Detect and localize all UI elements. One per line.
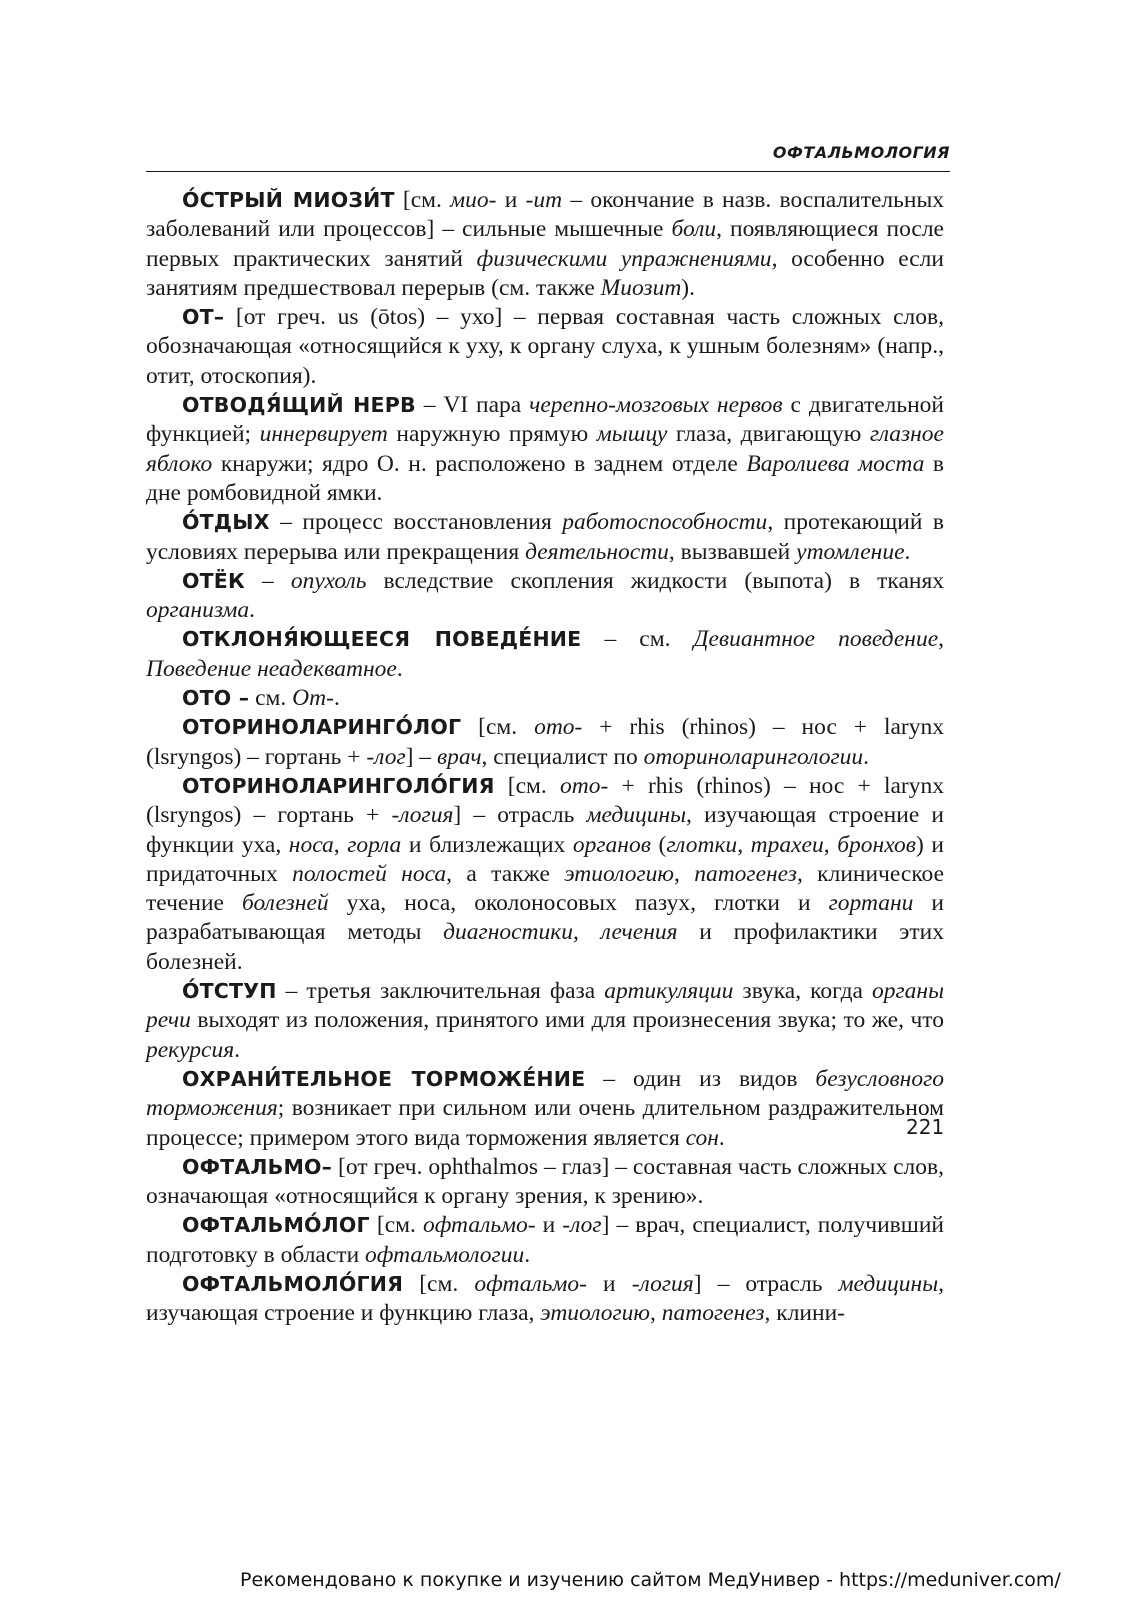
dictionary-entry [146, 1065, 944, 1153]
cross-reference-term: боли [671, 216, 717, 243]
definition-text: , [737, 831, 751, 858]
definition-text: [см. [403, 1270, 475, 1297]
definition-text: , [650, 1300, 662, 1327]
cross-reference-term: черепно-мозговых нервов [529, 392, 783, 419]
definition-text: . [396, 655, 403, 682]
cross-reference-term: этиологию [564, 860, 674, 887]
definition-text: , изучающая строение и функцию глаза, [146, 1270, 944, 1327]
definition-text: [см. [461, 714, 535, 741]
dictionary-entry [146, 1153, 944, 1212]
definition-text: ( [650, 831, 667, 858]
entry-term: О́СТРЫЙ МИОЗИ́Т [182, 188, 395, 212]
definition-text: ; возникает при сильном или очень длительном раздражительном процессе; примером этого вида торможения является [146, 1095, 944, 1151]
cross-reference-term: физическими упражнениями [476, 245, 772, 272]
cross-reference-term: патогенез [661, 1300, 765, 1327]
cross-reference-term: работоспособности [562, 509, 768, 536]
definition-text: [см. [394, 187, 451, 213]
footer-note: Рекомендовано к покупке и изучению сайтом МедУнивер - https://meduniver.com/ [240, 1569, 1061, 1591]
entry-term: ОТ– [182, 305, 225, 330]
definition-text: с двигательной функцией; [146, 392, 944, 448]
cross-reference-term: гортани [828, 890, 914, 917]
cross-reference-term: артикуляции [604, 978, 734, 1005]
cross-reference-term: ото [560, 772, 601, 799]
definition-text: – третья заключительная фаза [276, 978, 605, 1005]
cross-reference-term: глазное яблоко [146, 421, 944, 477]
cross-reference-term: медицины [838, 1270, 939, 1297]
definition-text: кнаружи; ядро О. н. расположено в заднем отделе [212, 450, 747, 477]
dictionary-entry [146, 977, 944, 1065]
cross-reference-term: органы речи [146, 978, 944, 1034]
dictionary-entry [146, 508, 944, 567]
cross-reference-term: рекурсия [146, 1036, 235, 1063]
definition-text: наружную прямую [387, 421, 597, 448]
definition-text: , [673, 860, 695, 887]
entry-term: ОТОРИНОЛАРИНГОЛО́ГИЯ [182, 773, 495, 798]
cross-reference-term: -логия [631, 1270, 694, 1297]
definition-text: - + rhis (rhinos) – нос + larynx (lsryngos) – гортань + [146, 714, 944, 770]
definition-text: ] – [405, 743, 437, 770]
cross-reference-term: лечения [600, 919, 678, 946]
cross-reference-term: -логия [391, 802, 454, 829]
cross-reference-term: патогенез [694, 860, 797, 887]
definition-text: – см. [581, 626, 694, 653]
definition-text: ] – отрасль [453, 802, 587, 829]
dictionary-entry [146, 684, 944, 713]
dictionary-entry [146, 303, 944, 391]
cross-reference-term: Девиантное поведение [693, 626, 939, 653]
definition-text: уха, носа, околоносовых пазух, глотки и [328, 890, 829, 917]
definition-text: [от греч. ophthalmos – глаз] – составная часть сложных слов, означающая «относящийся к органу зрения, к зрению». [146, 1153, 944, 1210]
definition-text: см. [249, 685, 293, 712]
definition-text: , [333, 831, 348, 858]
cross-reference-term: полостей носа [292, 860, 447, 887]
definition-text: ] – врач, специалист, получивший подготовку в области [146, 1212, 944, 1268]
cross-reference-term: горла [347, 831, 402, 858]
cross-reference-term: организма [146, 597, 250, 624]
cross-reference-term: безусловного торможения [146, 1065, 945, 1122]
definition-text: звука, когда [733, 978, 872, 1005]
definition-text: . [524, 1241, 531, 1268]
definition-text: - и [488, 187, 526, 213]
definition-text: , [823, 831, 838, 858]
cross-reference-term: Поведение неадекватное [146, 655, 397, 682]
entry-term: ОТВОДЯ́ЩИЙ НЕРВ [182, 393, 416, 418]
page-number: 221 [906, 1115, 945, 1139]
cross-reference-term: -ит [525, 187, 563, 213]
definition-text: и разрабатывающая методы [146, 890, 945, 946]
entry-term: ОФТАЛЬМОЛО́ГИЯ [182, 1271, 404, 1296]
cross-reference-term: этиологию [540, 1300, 650, 1327]
entry-term: ОТОРИНОЛАРИНГО́ЛОГ [182, 715, 462, 740]
dictionary-entry [146, 1270, 944, 1329]
cross-reference-term: ото [534, 714, 575, 741]
cross-reference-term: бронхов [837, 831, 916, 858]
cross-reference-term: Миозит [600, 274, 682, 301]
cross-reference-term: -лог [366, 743, 406, 770]
definition-text: ] – отрасль [693, 1270, 839, 1297]
cross-reference-term: -лог [562, 1212, 602, 1239]
cross-reference-term: трахеи [750, 831, 824, 858]
definition-text: , появляющиеся после первых практических занятий [146, 216, 944, 272]
dictionary-entry [146, 625, 944, 684]
definition-text: - и [527, 1212, 563, 1239]
definition-text: вследствие скопления жидкости (выпота) в тканях [366, 567, 945, 594]
cross-reference-term: офтальмо [474, 1270, 580, 1297]
cross-reference-term: сон [685, 1124, 719, 1151]
definition-text: , специалист по [481, 743, 644, 770]
definition-text: , особенно если занятиям предшествовал перерыв (см. также [146, 245, 944, 301]
definition-text: , протекающий в условиях перерыва или прекращения [146, 509, 944, 565]
definition-text: [см. [369, 1212, 423, 1239]
definition-text: . [333, 685, 340, 712]
cross-reference-term: врач [436, 743, 482, 770]
definition-text: – окончание в назв. воспалительных заболеваний или процессов] – сильные мышечные [146, 187, 944, 243]
definition-text: – один из видов [585, 1065, 816, 1092]
cross-reference-term: иннервирует [259, 421, 388, 448]
definition-text: – процесс восстановления [269, 509, 563, 536]
definition-text: ). [681, 274, 695, 301]
dictionary-entry [146, 391, 944, 508]
entry-term: ОФТАЛЬМО– [182, 1154, 333, 1179]
definition-text: в дне ромбовидной ямки. [146, 450, 944, 506]
definition-text: . [863, 743, 870, 770]
definition-text: . [904, 538, 911, 565]
definition-text: , клини- [764, 1300, 845, 1327]
cross-reference-term: мышцу [596, 421, 668, 448]
definition-text: [от греч. us (ōtos) – ухо] – первая составная часть сложных слов, обозначающая «относящийся к уху, к органу слуха, к ушным болезням» (напр., отит, отоскопия). [146, 304, 944, 389]
definition-text: - и [579, 1270, 632, 1297]
definition-text: и профилактики этих болезней. [146, 919, 944, 975]
definition-text: , изучающая строение и функции уха, [146, 802, 944, 858]
header-rule [146, 143, 950, 172]
dictionary-entry [146, 1211, 944, 1270]
definition-text: выходят из положения, принятого ими для произнесения звука; то же, что [190, 1007, 944, 1034]
cross-reference-term: утомление [796, 538, 905, 565]
definition-text: , а также [446, 860, 565, 887]
definition-text: [см. [494, 772, 560, 799]
cross-reference-term: органов [572, 831, 651, 858]
entry-term: ОТКЛОНЯ́ЮЩЕЕСЯ ПОВЕДЕ́НИЕ [182, 627, 582, 652]
cross-reference-term: Варолиева моста [746, 450, 925, 477]
definition-text: . [718, 1124, 725, 1151]
dictionary-entry [146, 713, 944, 772]
definition-text: - + rhis (rhinos) – нос + larynx (lsryngos) – гортань + [146, 772, 944, 829]
dictionary-entry [146, 567, 944, 626]
definition-text: . [234, 1036, 241, 1063]
dictionary-entry [146, 186, 944, 303]
definition-text: и близлежащих [401, 831, 573, 858]
cross-reference-term: диагностики [443, 919, 573, 946]
entry-term: О́ТДЫХ [182, 510, 270, 535]
cross-reference-term: болезней [242, 890, 329, 917]
entry-term: ОТО – [182, 686, 250, 711]
entry-term: ОФТАЛЬМО́ЛОГ [182, 1213, 370, 1238]
cross-reference-term: офтальмо [422, 1212, 528, 1239]
definition-text: , [573, 919, 601, 946]
cross-reference-term: носа [288, 831, 334, 858]
entry-term: ОТЁК [182, 568, 245, 593]
definition-text: , клиническое течение [146, 860, 945, 917]
cross-reference-term: оториноларингологии [643, 743, 864, 770]
cross-reference-term: глотки [666, 831, 738, 858]
cross-reference-term: медицины [586, 802, 687, 829]
cross-reference-term: офтальмологии [365, 1241, 525, 1268]
definition-text: , вызвавшей [668, 538, 797, 565]
definition-text: – VI пара [415, 392, 530, 419]
dictionary-text [146, 186, 944, 1329]
entry-term: ОХРАНИ́ТЕЛЬНОЕ ТОРМОЖЕ́НИЕ [182, 1066, 586, 1091]
definition-text: – [244, 567, 291, 594]
entry-term: О́ТСТУП [182, 979, 277, 1004]
definition-text: ) и придаточных [146, 831, 944, 887]
cross-reference-term: От- [292, 685, 334, 712]
cross-reference-term: мио [450, 187, 489, 213]
cross-reference-term: опухоль [290, 567, 367, 594]
dictionary-entry [146, 772, 944, 977]
definition-text: , [938, 626, 944, 653]
definition-text: . [249, 597, 256, 624]
definition-text: глаза, двигающую [667, 421, 870, 448]
cross-reference-term: деятельности [525, 538, 669, 565]
running-title: ОФТАЛЬМОЛОГИЯ [772, 143, 950, 162]
